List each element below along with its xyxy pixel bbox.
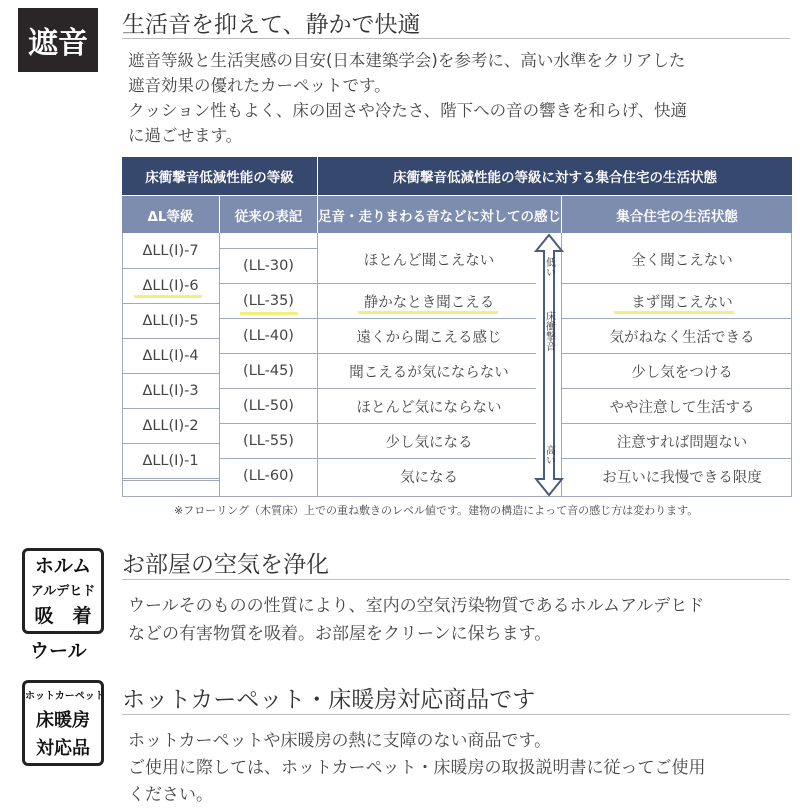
body-row-divider [562, 318, 792, 319]
feeling-cell: 聞こえるが気にならない [349, 364, 509, 381]
arrow-bottom-label: 高い [543, 445, 555, 465]
highlight-feeling [358, 311, 498, 314]
floor-heating-badge-line: 対応品 [36, 738, 90, 759]
section3-line: ホットカーペットや床暖房の熱に支障のない商品です。 [128, 731, 552, 751]
old-notation-cell: (LL-55) [243, 432, 294, 449]
header-grade-performance: 床衝撃音低減性能の等級 [122, 157, 317, 195]
arrow-mid-label: 床衝撃音 [543, 311, 555, 351]
formaldehyde-badge-line: ホルム [34, 555, 92, 577]
body-row-divider [317, 353, 536, 354]
old-notation-cell: (LL-60) [243, 467, 294, 484]
header-living-condition: 床衝撃音低減性能の等級に対する集合住宅の生活状態 [318, 157, 792, 195]
body-row-divider [562, 353, 792, 354]
sound-insulation-table [122, 157, 792, 497]
grade-cell: ΔLL(I)-6 [142, 277, 199, 294]
old-notation-cell: (LL-50) [243, 397, 294, 414]
grade-cell: ΔLL(I)-1 [142, 452, 199, 469]
feeling-cell: 遠くから聞こえる感じ [356, 329, 502, 346]
arrow-top-label: 低い [543, 257, 555, 277]
body-row-divider [562, 458, 792, 459]
section2-paragraph [128, 592, 704, 648]
life-state-cell: 少し気をつける [631, 364, 733, 381]
section1-line: に過ごせます。 [128, 126, 243, 145]
highlight-life-state [614, 311, 734, 314]
formaldehyde-badge [22, 548, 104, 634]
feeling-cell: 少し気になる [385, 434, 473, 451]
subheader-grade: ΔL等級 [122, 196, 219, 233]
wool-label: ウール [30, 640, 87, 662]
formaldehyde-badge-line: アルデヒド [30, 584, 96, 599]
body-row-divider [317, 388, 536, 389]
soundproof-badge-label: 遮音 [28, 26, 88, 61]
life-state-cell: やや注意して生活する [609, 399, 755, 416]
section3-line: ご使用に際しては、ホットカーペット・床暖房の取扱説明書に従ってご使用 [128, 758, 706, 778]
life-state-cell: まず聞こえない [631, 294, 733, 311]
grade-cell: ΔLL(I)-5 [142, 312, 199, 329]
life-state-cell: 注意すれば問題ない [616, 434, 748, 451]
table-border [122, 496, 792, 497]
grade-cell: ΔLL(I)-3 [142, 382, 199, 399]
grade-cell: ΔLL(I)-7 [142, 242, 199, 259]
old-notation-cell: (LL-40) [243, 327, 294, 344]
grade-row-divider [122, 478, 219, 479]
body-row-divider [562, 423, 792, 424]
old-notation-cell: (LL-45) [243, 362, 294, 379]
highlight-grade [134, 295, 202, 298]
old-notation-cell: (LL-30) [243, 257, 294, 274]
section3-heading: ホットカーペット・床暖房対応商品です [122, 687, 536, 713]
floor-heating-badge [22, 680, 104, 766]
formaldehyde-badge-line: 吸 着 [34, 605, 92, 627]
section2-divider [122, 579, 790, 580]
section1-line: 遮音効果の優れたカーペットです。 [128, 76, 391, 95]
grade-cell: ΔLL(I)-4 [142, 347, 199, 364]
soundproof-badge [18, 8, 98, 72]
old-notation-cell: (LL-35) [243, 292, 294, 309]
impact-sound-arrow [534, 233, 564, 497]
subheader-old-notation: 従来の表記 [220, 196, 317, 233]
table-border [122, 480, 219, 481]
subheader-feeling: 足音・走りまわる音などに対しての感じ [318, 196, 561, 233]
feeling-cell: ほとんど聞こえない [363, 252, 495, 269]
body-row-divider [317, 423, 536, 424]
section3-line: ください。 [128, 785, 213, 805]
section3-paragraph [128, 728, 706, 809]
life-state-cell: 気がねなく生活できる [609, 329, 755, 346]
floor-heating-badge-line: 床暖房 [36, 710, 90, 731]
section2-line: ウールそのものの性質により、室内の空気汚染物質であるホルムアルデヒド [128, 596, 705, 616]
life-state-cell: お互いに我慢できる限度 [602, 469, 762, 486]
feeling-cell: 静かなとき聞こえる [363, 294, 495, 311]
section3-divider [122, 714, 790, 715]
body-row-divider [317, 318, 536, 319]
section1-heading: 生活音を抑えて、静かで快適 [122, 12, 421, 38]
section1-line: クッション性もよく、床の固さや冷たさ、階下への音の響きを和らげ、快適 [128, 101, 688, 120]
feeling-cell: ほとんど気にならない [356, 399, 502, 416]
life-state-cell: 全く聞こえない [631, 252, 733, 269]
section1-divider [122, 38, 790, 39]
grade-cell: ΔLL(I)-2 [142, 417, 199, 434]
section1-paragraph [128, 48, 687, 148]
table-note: ※フローリング（木質床）上での重ね敷きのレベル値です。建物の構造によって音の感じ方は変わります。 [174, 504, 699, 517]
floor-heating-badge-line: ホットカーペット [25, 691, 105, 702]
body-row-divider [562, 388, 792, 389]
body-row-divider [317, 458, 536, 459]
subheader-life-state: 集合住宅の生活状態 [562, 196, 792, 233]
section2-heading: お部屋の空気を浄化 [122, 552, 329, 578]
section2-line: などの有害物質を吸着。お部屋をクリーンに保ちます。 [128, 624, 552, 644]
highlight-old-notation [240, 312, 298, 315]
feeling-cell: 気になる [400, 469, 458, 486]
section1-line: 遮音等級と生活実感の目安(日本建築学会)を参考に、高い水準をクリアした [128, 51, 686, 70]
